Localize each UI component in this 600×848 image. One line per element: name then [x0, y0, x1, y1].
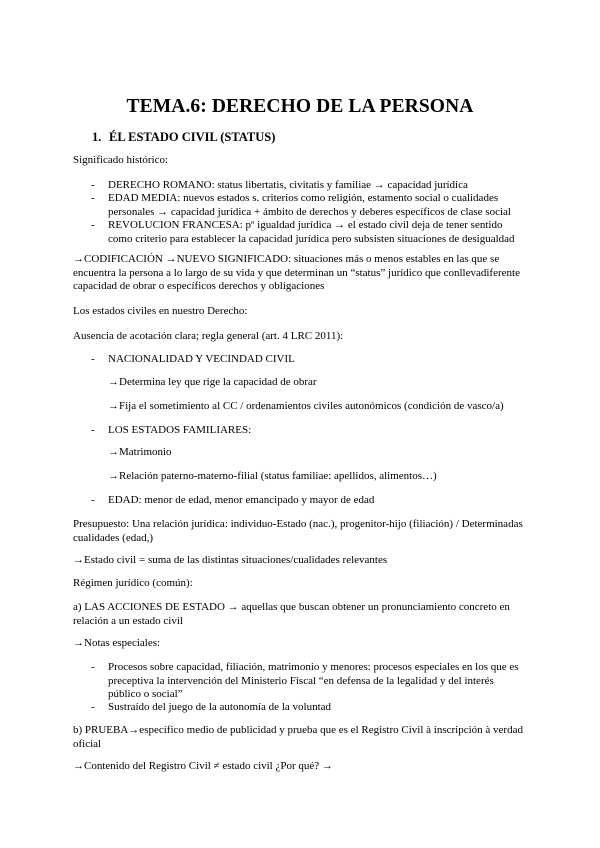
bullet-dash: -: [91, 179, 95, 191]
significado-label: Significado histórico:: [73, 154, 169, 166]
list-item-text: REVOLUCION FRANCESA: pº igualdad jurídica → el estado civil deja de tener sentido como criterio para establecer la capacidad jurídica pero subsisten situaciones de desigualdad: [108, 219, 515, 245]
list-item: [91, 219, 527, 246]
notas-label: →Notas especiales:: [73, 637, 161, 649]
sub-item: →Determina ley que rige la capacidad de obrar: [108, 376, 317, 388]
bullet-dash: -: [91, 494, 95, 506]
list-item-text: Procesos sobre capacidad, filiación, matrimonio y menores: procesos especiales en los que es preceptiva la intervención del Ministerio Fiscal “en defensa de la legalidad y del interés público o social”: [108, 661, 519, 700]
bullet-dash: -: [91, 353, 95, 365]
list-item: [91, 424, 527, 438]
sub-item: →Relación paterno-materno-filial (status familiae: apellidos, alimentos…): [108, 470, 437, 482]
bullet-dash: -: [91, 192, 95, 204]
estado-civil-suma: →Estado civil = suma de las distintas situaciones/cualidades relevantes: [73, 554, 388, 566]
sub-item: →Matrimonio: [108, 446, 172, 458]
ausencia-paragraph: Ausencia de acotación clara; regla general (art. 4 LRC 2011):: [73, 330, 344, 342]
list-item: [91, 179, 527, 193]
list-item: [91, 701, 527, 715]
list-item-text: EDAD: menor de edad, menor emancipado y mayor de edad: [108, 494, 375, 506]
section-heading-text: ÉL ESTADO CIVIL (STATUS): [109, 130, 276, 144]
acciones-paragraph: a) LAS ACCIONES DE ESTADO → aquellas que buscan obtener un pronunciamiento concreto en relación a un estado civil: [73, 601, 510, 627]
list-item-text: LOS ESTADOS FAMILIARES:: [108, 424, 252, 436]
list-item-text: NACIONALIDAD Y VECINDAD CIVIL: [108, 353, 295, 365]
page-title: TEMA.6: DERECHO DE LA PERSONA: [126, 96, 474, 117]
list-item: [91, 192, 527, 219]
list-item-text: DERECHO ROMANO: status libertatis, civitatis y familiae → capacidad jurídica: [108, 179, 468, 191]
list-item: [91, 494, 527, 508]
presupuesto-paragraph: Presupuesto: Una relación jurídica: individuo-Estado (nac.), progenitor-hijo (filiación) / Determinadas cualidades (edad,): [73, 518, 523, 544]
bullet-dash: -: [91, 701, 95, 713]
prueba-paragraph: b) PRUEBA→específico medio de publicidad y prueba que es el Registro Civil à inscripción à verdad oficial: [73, 724, 523, 750]
section-number: 1.: [92, 130, 102, 144]
sub-item: →Fija el sometimiento al CC / ordenamientos civiles autonómicos (condición de vasco/a): [108, 400, 504, 412]
section-heading: [92, 130, 275, 145]
bullet-dash: -: [91, 219, 95, 231]
list-item-text: Sustraído del juego de la autonomía de la voluntad: [108, 701, 332, 713]
estados-label: Los estados civiles en nuestro Derecho:: [73, 305, 248, 317]
bullet-dash: -: [91, 661, 95, 673]
list-item-text: EDAD MEDIA: nuevos estados s. criterios como religión, estamento social o cualidades personales → capacidad jurídica + ámbito de derechos y deberes específicos de clase social: [108, 192, 511, 218]
list-item: [91, 661, 527, 702]
codificacion-paragraph: →CODIFICACIÓN →NUEVO SIGNIFICADO: situaciones más o menos estables en las que se encuentra la persona a lo largo de su vida y que determinan un “status” jurídico que conllevadiferente capacidad de obrar o específicos derechos y obligaciones: [73, 253, 520, 292]
contenido-paragraph: →Contenido del Registro Civil ≠ estado civil ¿Por qué? →: [73, 760, 333, 772]
bullet-dash: -: [91, 424, 95, 436]
regimen-label: Régimen jurídico (común):: [73, 577, 193, 589]
list-item: [91, 353, 527, 367]
